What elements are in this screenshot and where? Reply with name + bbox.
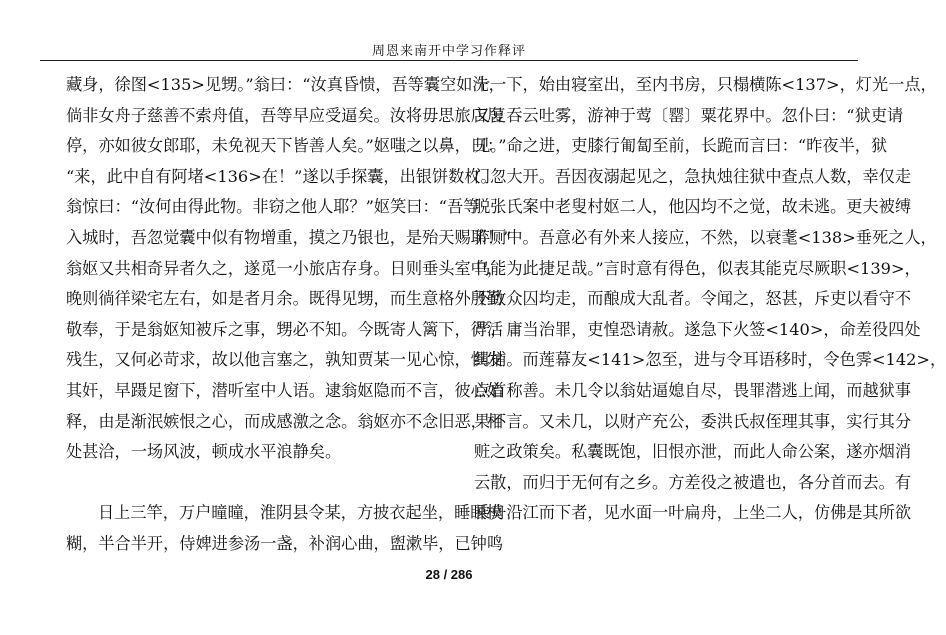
text-line: 乌能为此捷足哉。”言时意有得色，似表其能克尽厥职<139>，	[474, 258, 921, 278]
page-number: 28 / 286	[425, 567, 473, 582]
text-line: 晚则徜徉梁宅左右，如是者月余。既得见甥，而生意格外殷勤	[66, 289, 504, 309]
text-line: 倘非女舟子慈善不索舟值，吾等早应受逼矣。汝将毋思旅店居	[66, 105, 504, 125]
text-line: 停，亦如彼女郎耶，未免视天下皆善人矣。”妪嗤之以鼻，曰：	[66, 136, 504, 156]
text-line: 缉捕。而莲幕友<141>忽至，进与令耳语移时，令色霁<142>，	[474, 350, 946, 370]
text-line: 残生，又何必苛求，故以他言塞之，孰知贾某一见心惊，惧发	[66, 350, 504, 370]
text-line: 其奸，早蹑足窗下，潜听室中人语。逮翁妪隐而不言，彼心始	[66, 380, 504, 400]
text-line: 乘舟沿江而下者，见水面一叶扁舟，上坐二人，仿佛是其所欲	[474, 503, 912, 523]
text-line: 又复吞云吐雾，游神于莺〔罂〕粟花界中。忽仆曰：“狱吏请	[474, 105, 904, 125]
text-line: 翁妪又共相奇异者久之，遂觅一小旅店存身。日则垂头室中，	[66, 258, 504, 278]
text-line: 十一下，始由寝室出，至内书房，只榻横陈<137>，灯光一点，	[474, 75, 937, 94]
page-header: 周恩来南开中学习作释评	[371, 44, 526, 59]
text-line: 弃厕中。吾意必有外来人接应，不然，以衰耄<138>垂死之人，	[474, 227, 937, 247]
text-line: 糊，半合半开，侍婢进参汤一盏，补润心曲，盥漱毕，已钟鸣	[66, 533, 504, 553]
text-line: 云散，而归于无何有之乡。方差役之被遣也，各分首而去。有	[474, 472, 912, 492]
text-line: 严，庸当治罪，吏惶恐请赦。遂急下火签<140>，命差役四处	[474, 319, 921, 339]
text-line: 日上三竿，万户曈曈，淮阴县令某，方披衣起坐，睡眼模	[98, 503, 503, 523]
text-line: 藏身，徐图<135>见甥。”翁曰：“汝真昏愦，吾等囊空如洗，	[66, 75, 505, 94]
text-line: 点首称善。未几令以翁姑逼媳自尽，畏罪潜逃上闻，而越狱事	[474, 380, 912, 400]
text-line: 敬奉，于是翁妪知被斥之事，甥必不知。今既寄人篱下，得活	[66, 319, 504, 339]
header-divider	[40, 60, 858, 61]
text-line: 见。”命之进，吏膝行匍匐至前，长跪而言曰：“昨夜半，狱	[474, 136, 888, 156]
text-line: 果不言。又未几，以财产充公，委洪氏叔侄理其事，实行其分	[474, 411, 912, 431]
text-line: 赃之政策矣。私囊既饱，旧恨亦泄，而此人命公案，遂亦烟消	[474, 442, 912, 462]
text-line: 翁惊曰：“汝何由得此物。非窃之他人耶？”妪笑曰：“吾等	[66, 197, 480, 217]
text-line	[66, 468, 446, 499]
text-line: 释，由是渐泯嫉恨之心，而成感激之念。翁妪亦不念旧恶，相	[66, 411, 504, 431]
text-line: 脱张氏案中老叟村妪二人，他囚均不之觉，故未逃。更夫被缚	[474, 197, 912, 217]
text-line: “来，此中自有阿堵<136>在！”遂以手探囊，出银饼数枚。	[66, 166, 497, 186]
left-text-column	[66, 70, 512, 560]
text-line: 处甚洽，一场风波，顿成水平浪静矣。	[66, 442, 342, 462]
text-line: 入城时，吾忽觉囊中似有物增重，摸之乃银也，是殆天赐耶！”	[66, 227, 512, 247]
right-text-column	[474, 70, 946, 529]
text-line: 门忽大开。吾因夜溺起见之，急执烛往狱中查点人数，幸仅走	[474, 166, 912, 186]
text-line: 不致众囚均走，而酿成大乱者。令闻之，怒甚，斥吏以看守不	[474, 289, 912, 309]
